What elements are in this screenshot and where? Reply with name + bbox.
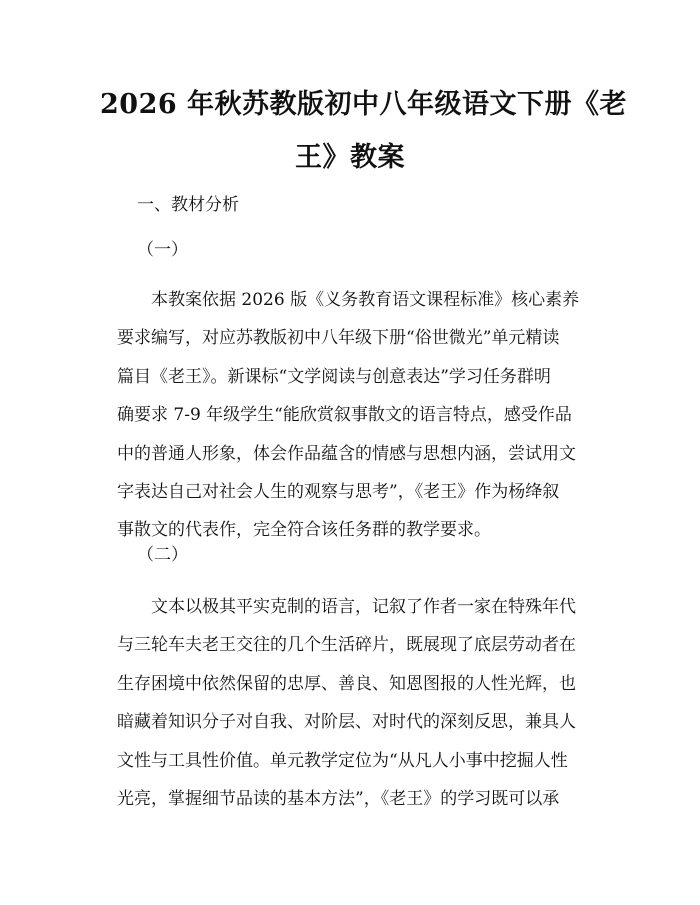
paragraph-1-line: 篇目《老王》。新课标“文学阅读与创意表达”学习任务群明 bbox=[117, 366, 551, 387]
title-line-2: 王》教案 bbox=[295, 142, 405, 173]
subsection-label-1: （一） bbox=[137, 240, 188, 260]
paragraph-1-line: 中的普通人形象，体会作品蕴含的情感与思想内涵，尝试用文 bbox=[117, 443, 576, 464]
paragraph-1-line: 确要求 7-9 年级学生“能欣赏叙事散文的语言特点，感受作品 bbox=[117, 405, 572, 426]
paragraph-2-line: 暗藏着知识分子对自我、对阶层、对时代的深刻反思，兼具人 bbox=[117, 712, 576, 733]
paragraph-1-line: 本教案依据 2026 版《义务教育语文课程标准》核心素养 bbox=[117, 290, 580, 310]
paragraph-2-line: 文性与工具性价值。单元教学定位为“从凡人小事中挖掘人性 bbox=[117, 750, 568, 771]
paragraph-2-line: 光亮，掌握细节品读的基本方法”，《老王》的学习既可以承 bbox=[117, 788, 560, 809]
title-line-1: 2026 年秋苏教版初中八年级语文下册《老 bbox=[100, 89, 628, 120]
paragraph-1 bbox=[117, 281, 587, 550]
paragraph-2 bbox=[117, 588, 587, 818]
paragraph-1-line: 事散文的代表作，完全符合该任务群的教学要求。 bbox=[117, 520, 491, 541]
section-heading-textbook-analysis: 一、教材分析 bbox=[137, 195, 239, 215]
document-title bbox=[100, 78, 628, 184]
paragraph-2-line: 文本以极其平实克制的语言，记叙了作者一家在特殊年代 bbox=[117, 597, 576, 617]
paragraph-2-line: 与三轮车夫老王交往的几个生活碎片，既展现了底层劳动者在 bbox=[117, 635, 576, 656]
paragraph-2-line: 生存困境中依然保留的忠厚、善良、知恩图报的人性光辉，也 bbox=[117, 673, 576, 694]
paragraph-1-line: 要求编写，对应苏教版初中八年级下册“俗世微光”单元精读 bbox=[117, 328, 560, 349]
subsection-label-2: （二） bbox=[137, 545, 188, 565]
paragraph-1-line: 字表达自己对社会人生的观察与思考”，《老王》作为杨绛叙 bbox=[117, 481, 560, 502]
